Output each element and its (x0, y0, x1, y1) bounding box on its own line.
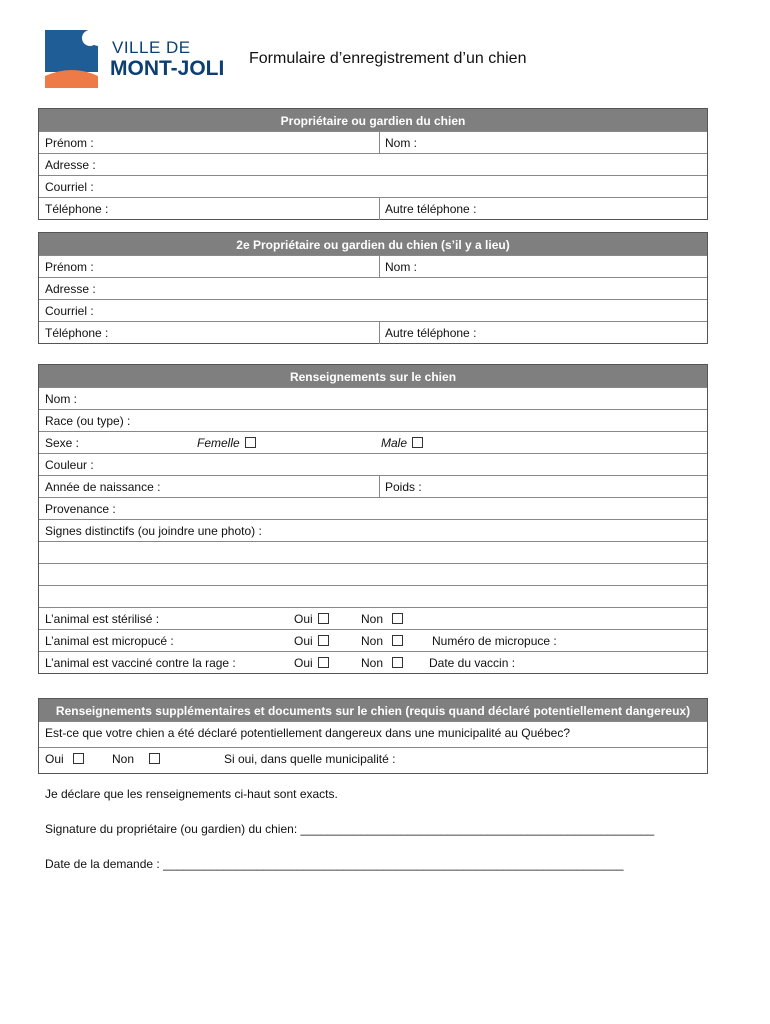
owner-email-row (39, 175, 707, 197)
oui-label: Oui (45, 752, 64, 766)
micropuce-oui-option[interactable] (294, 630, 329, 652)
extra-section-header: Renseignements supplémentaires et documents sur le chien (requis quand déclaré potentiellement dangereux) (39, 699, 707, 721)
owner-autre-telephone-field[interactable]: Autre téléphone : (385, 202, 477, 216)
non-label: Non (361, 634, 384, 648)
owner-prenom-field[interactable]: Prénom : (45, 136, 94, 150)
dog-nom-field[interactable]: Nom : (45, 392, 78, 406)
dog-marks-blank-row-3[interactable] (39, 585, 707, 607)
vaccine-oui-checkbox[interactable] (318, 657, 329, 668)
owner2-phone-row (39, 321, 707, 343)
dog-annee-field[interactable]: Année de naissance : (45, 480, 161, 494)
dangerous-oui-option[interactable] (45, 748, 84, 770)
dog-provenance-field[interactable]: Provenance : (45, 502, 116, 516)
male-label: Male (381, 436, 408, 450)
owner2-courriel-field[interactable]: Courriel : (45, 304, 94, 318)
owner-adresse-field[interactable]: Adresse : (45, 158, 96, 172)
dog-race-row (39, 409, 707, 431)
signature-line[interactable]: Signature du propriétaire (ou gardien) du chien: _____________________________________________________ (45, 822, 655, 836)
dog-section (38, 364, 708, 674)
micropuce-row (39, 629, 707, 651)
micropuce-label: L’animal est micropucé : (45, 634, 174, 648)
vaccine-non-option[interactable] (361, 652, 403, 674)
owner2-name-row (39, 255, 707, 277)
extra-answer-row (39, 747, 707, 773)
logo-line1: VILLE DE (112, 38, 191, 57)
dangerous-non-option[interactable] (112, 748, 160, 770)
dog-marks-blank-row-1[interactable] (39, 541, 707, 563)
non-label: Non (361, 612, 384, 626)
logo-line2: MONT-JOLI (110, 57, 225, 80)
owner2-address-row (39, 277, 707, 299)
dog-marks-blank-row-2[interactable] (39, 563, 707, 585)
micropuce-non-checkbox[interactable] (392, 635, 403, 646)
non-label: Non (112, 752, 135, 766)
micropuce-oui-checkbox[interactable] (318, 635, 329, 646)
dog-signes-field[interactable]: Signes distinctifs (ou joindre une photo) : (45, 524, 262, 538)
owner-nom-field[interactable]: Nom : (385, 136, 418, 150)
owner2-section (38, 232, 708, 344)
dangerous-question: Est-ce que votre chien a été déclaré potentiellement dangereux dans une municipalité au Québec? (45, 726, 571, 740)
femelle-option[interactable] (197, 432, 256, 454)
owner2-autre-telephone-field[interactable]: Autre téléphone : (385, 326, 477, 340)
male-checkbox[interactable] (412, 437, 423, 448)
vaccine-label: L’animal est vacciné contre la rage : (45, 656, 236, 670)
document-title: Formulaire d’enregistrement d’un chien (249, 50, 527, 67)
municipalite-field[interactable]: Si oui, dans quelle municipalité : (224, 752, 396, 766)
dog-marks-row (39, 519, 707, 541)
numero-micropuce-field[interactable]: Numéro de micropuce : (432, 634, 557, 648)
owner-section (38, 108, 708, 220)
owner2-telephone-field[interactable]: Téléphone : (45, 326, 109, 340)
dog-birth-row (39, 475, 707, 497)
logo-mark-icon (42, 30, 102, 90)
vaccine-non-checkbox[interactable] (392, 657, 403, 668)
owner-telephone-field[interactable]: Téléphone : (45, 202, 109, 216)
dog-section-header: Renseignements sur le chien (39, 365, 707, 387)
city-logo (42, 30, 227, 90)
owner-name-row (39, 131, 707, 153)
declaration-text: Je déclare que les renseignements ci-haut sont exacts. (45, 787, 338, 801)
dog-race-field[interactable]: Race (ou type) : (45, 414, 131, 428)
extra-question-row (39, 721, 707, 747)
date-demande-line[interactable]: Date de la demande : _____________________________________________________________________ (45, 857, 624, 871)
sterilise-row (39, 607, 707, 629)
date-vaccin-field[interactable]: Date du vaccin : (429, 656, 516, 670)
sterilise-label: L’animal est stérilisé : (45, 612, 160, 626)
sterilise-oui-checkbox[interactable] (318, 613, 329, 624)
oui-label: Oui (294, 656, 313, 670)
vaccine-row (39, 651, 707, 673)
male-option[interactable] (381, 432, 423, 454)
sterilise-non-option[interactable] (361, 608, 403, 630)
owner2-section-header: 2e Propriétaire ou gardien du chien (s’il y a lieu) (39, 233, 707, 255)
dog-couleur-field[interactable]: Couleur : (45, 458, 94, 472)
owner2-prenom-field[interactable]: Prénom : (45, 260, 94, 274)
dog-poids-field[interactable]: Poids : (385, 480, 422, 494)
owner-courriel-field[interactable]: Courriel : (45, 180, 94, 194)
micropuce-non-option[interactable] (361, 630, 403, 652)
dog-sex-row (39, 431, 707, 453)
dog-origin-row (39, 497, 707, 519)
dangerous-oui-checkbox[interactable] (73, 753, 84, 764)
dog-name-row (39, 387, 707, 409)
extra-section (38, 698, 708, 774)
vaccine-oui-option[interactable] (294, 652, 329, 674)
femelle-label: Femelle (197, 436, 240, 450)
dangerous-non-checkbox[interactable] (149, 753, 160, 764)
owner2-nom-field[interactable]: Nom : (385, 260, 418, 274)
femelle-checkbox[interactable] (245, 437, 256, 448)
dog-sexe-label: Sexe : (45, 436, 80, 450)
owner-phone-row (39, 197, 707, 219)
owner2-adresse-field[interactable]: Adresse : (45, 282, 96, 296)
dog-color-row (39, 453, 707, 475)
sterilise-oui-option[interactable] (294, 608, 329, 630)
oui-label: Oui (294, 612, 313, 626)
owner-address-row (39, 153, 707, 175)
sterilise-non-checkbox[interactable] (392, 613, 403, 624)
owner2-email-row (39, 299, 707, 321)
non-label: Non (361, 656, 384, 670)
oui-label: Oui (294, 634, 313, 648)
owner-section-header: Propriétaire ou gardien du chien (39, 109, 707, 131)
